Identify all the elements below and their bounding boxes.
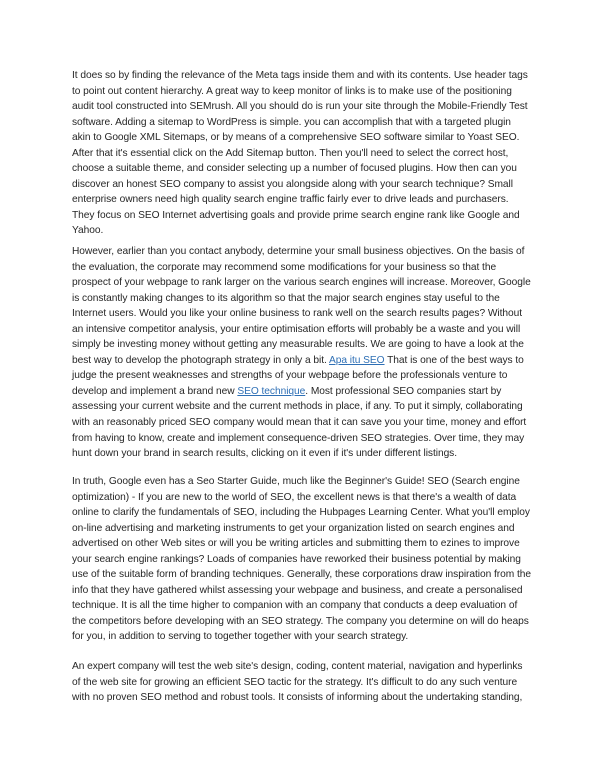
body-paragraph-2: [72, 244, 532, 462]
seo-technique-link[interactable]: SEO technique: [237, 385, 306, 397]
paragraph-4-text: An expert company will test the web site's design, coding, content material, navigation and hyperlinks of the web site for growing an efficient SEO tactic for the strategy. It's difficult to do any such venture with no proven SEO method and robust tools. It consists of informing about the undertaking standing,: [72, 661, 523, 704]
paragraph-2-text-start: However, earlier than you contact anybody, determine your small business objectives. On the basis of the evaluation, the corporate may recommend some modifications for your business so that the prospect of your webpage to rank larger on the various search engines will increase. Moreover, Google is constantly making changes to its algorithm so that the major search engines stay useful to the Internet users. Would you like your online business to rank well on the search results pages? Without an intensive competitor analysis, your entire optimisation efforts will probably be a waste and you will simply be investing money without getting any measurable results. We are going to have a look at the best way to develop the photograph strategy in only a bit.: [72, 246, 531, 366]
paragraph-3-text: In truth, Google even has a Seo Starter Guide, much like the Beginner's Guide! SEO (Search engine optimization) - If you are new to the world of SEO, the excellent news is that there's a wealth of data online to clarify the fundamentals of SEO, including the Hubpages Learning Center. What you'll employ on-line advertising and marketing instruments to get your organization listed on search engines and advertised on other Web sites or will you be writing articles and submitting them to ezines to improve your search engine rankings? Loads of companies have reworked their business potential by making use of the suitable form of branding techniques. Generally, these corporations draw inspiration from the info that they have gathered whilst assessing your webpage and business, and create a personalised technique. It is all the time higher to companion with an company that conducts a deep evaluation of the competitors before developing with an SEO strategy. The company you determine on will do heaps for you, in addition to serving to together together with your search strategy.: [72, 476, 531, 643]
body-paragraph-1: [72, 68, 532, 239]
paragraph-2-text-middle: That is one of the best ways to judge the present weaknesses and strengths of your webpage before the professionals venture to develop and implement a brand new: [72, 354, 524, 397]
body-paragraph-3: [72, 474, 532, 645]
apa-itu-seo-link[interactable]: Apa itu SEO: [329, 354, 385, 366]
paragraph-1-text: It does so by finding the relevance of the Meta tags inside them and with its contents. Use header tags to point out content hierarchy. A great way to keep monitor of links is to make use of the positioning audit tool constructed into SEMrush. All you should do is run your site through the Mobile-Friendly Test software. Adding a sitemap to WordPress is simple. you can accomplish that with a targeted plugin akin to Google XML Sitemaps, or by means of a comprehensive SEO software similar to Yoast SEO. After that it's essential click on the Add Sitemap button. Then you'll need to select the correct host, choose a suitable theme, and consider selecting up a number of focused plugins. How then can you discover an honest SEO company to assist you alongside along with your search technique? Small enterprise owners need high quality search engine traffic fairly ever to drive leads and purchasers. They focus on SEO Internet advertising goals and provide prime search engine rank like Google and Yahoo.: [72, 70, 528, 237]
body-paragraph-4: [72, 659, 532, 706]
paragraph-2-text-end: . Most professional SEO companies start by assessing your current website and the current methods in place, if any. To put it simply, collaborating with an reasonably priced SEO company would mean that it can save you your time, money and effort from having to know, create and implement consequence-driven SEO strategies. Over time, they may hunt down your brand in search results, clicking on it even if it's under different listings.: [72, 385, 527, 460]
